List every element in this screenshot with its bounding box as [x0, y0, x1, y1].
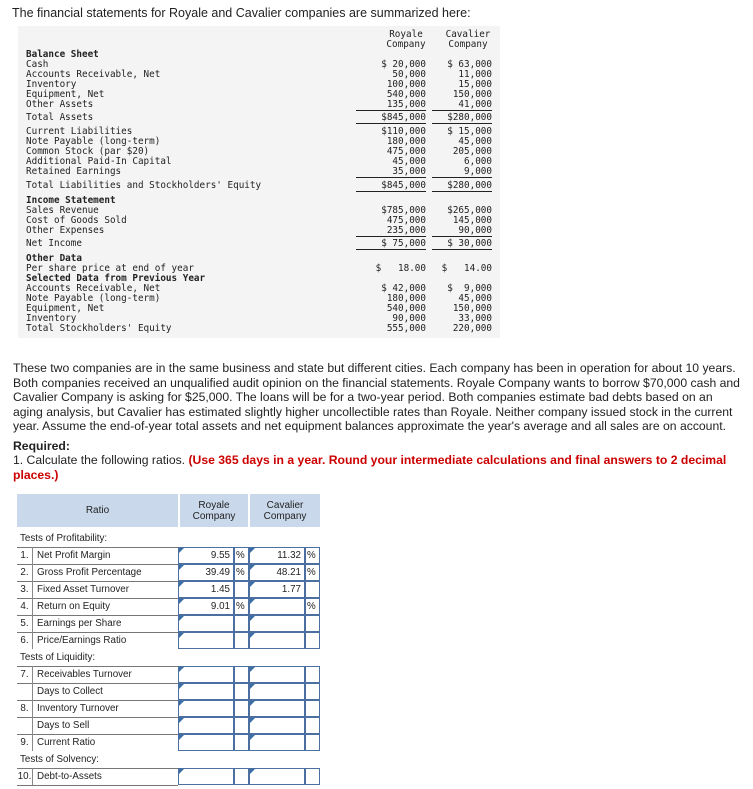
prev-tse-label: Total Stockholders' Equity [26, 323, 172, 334]
cavalier-unit-cell[interactable]: % [305, 564, 320, 581]
prev-equipment-royale: 540,000 [386, 303, 426, 314]
ratio-number: 9. [17, 734, 33, 751]
retained-earnings-cavalier: 9,000 [432, 167, 492, 178]
input-flag-icon [179, 565, 184, 570]
cogs-cavalier: 145,000 [452, 215, 492, 226]
cavalier-unit-cell[interactable] [305, 632, 320, 649]
royale-ratio-input[interactable] [178, 700, 234, 717]
royale-unit-cell[interactable] [234, 632, 249, 649]
royale-unit-cell[interactable] [234, 666, 249, 683]
royale-header-line2: Company [386, 39, 426, 50]
total-assets-royale: $845,000 [356, 113, 426, 124]
royale-unit-cell[interactable]: % [234, 547, 249, 564]
cogs-label: Cost of Goods Sold [26, 215, 127, 226]
required-text: 1. Calculate the following ratios. [13, 453, 186, 467]
input-flag-icon [250, 582, 255, 587]
cavalier-unit-cell[interactable] [305, 734, 320, 751]
cavalier-ratio-value: 11.32 [277, 550, 301, 561]
royale-unit-cell[interactable] [234, 768, 249, 785]
ratio-name: Receivables Turnover [37, 669, 132, 680]
note-payable-label: Note Payable (long-term) [26, 136, 161, 147]
royale-ratio-input[interactable] [178, 768, 234, 785]
share-price-cavalier: $ 14.00 [441, 263, 492, 274]
ratio-number [17, 717, 33, 734]
input-flag-icon [179, 769, 184, 774]
net-income-cavalier: $ 30,000 [432, 239, 492, 250]
share-price-label: Per share price at end of year [26, 263, 194, 274]
input-flag-icon [250, 565, 255, 570]
ratio-name: Current Ratio [37, 737, 96, 748]
net-income-royale: $ 75,000 [356, 239, 426, 250]
input-flag-icon [250, 548, 255, 553]
ratio-number: 3. [17, 581, 33, 598]
input-flag-icon [179, 684, 184, 689]
prev-inventory-cavalier: 33,000 [458, 313, 492, 324]
royale-column-header [376, 30, 436, 50]
cavalier-unit-cell[interactable] [305, 615, 320, 632]
royale-unit-cell[interactable]: % [234, 598, 249, 615]
cavalier-ratio-value: 48.21 [276, 567, 301, 578]
ar-royale: 50,000 [392, 69, 426, 80]
common-stock-royale: 475,000 [386, 146, 426, 157]
input-flag-icon [179, 582, 184, 587]
balance-sheet-heading: Balance Sheet [26, 49, 99, 60]
ratio-name: Days to Collect [37, 686, 103, 697]
ratio-number: 6. [17, 632, 33, 649]
tests-of-profitability-label: Tests of Profitability: [20, 533, 108, 544]
income-statement-heading: Income Statement [26, 195, 116, 206]
ratio-number: 2. [17, 564, 33, 581]
ratio-row [17, 598, 320, 615]
required-rounding-note: (Use 365 days in a year. Round your intermediate calculations and final answers to 2 decimal places.) [13, 453, 727, 482]
cavalier-column-header [438, 30, 498, 50]
cavalier-unit-cell[interactable] [305, 700, 320, 717]
input-flag-icon [250, 684, 255, 689]
cavalier-unit-cell[interactable] [305, 717, 320, 734]
royale-ratio-input[interactable] [178, 564, 234, 581]
royale-unit-cell[interactable] [234, 734, 249, 751]
tests-of-solvency-label: Tests of Solvency: [20, 754, 99, 765]
other-expenses-royale: 235,000 [356, 226, 426, 237]
inventory-cavalier: 15,000 [458, 79, 492, 90]
equipment-cavalier: 150,000 [452, 89, 492, 100]
ratio-name: Inventory Turnover [37, 703, 119, 714]
current-liabilities-cavalier: $ 15,000 [447, 126, 492, 137]
input-flag-icon [250, 718, 255, 723]
cavalier-company-header: Cavalier Company [250, 494, 320, 527]
common-stock-cavalier: 205,000 [452, 146, 492, 157]
net-income-label: Net Income [26, 238, 82, 249]
royale-unit-cell[interactable]: % [234, 564, 249, 581]
current-liabilities-label: Current Liabilities [26, 126, 133, 137]
prev-inventory-royale: 90,000 [392, 313, 426, 324]
total-le-label: Total Liabilities and Stockholders' Equity [26, 180, 262, 191]
required-heading: Required: [13, 439, 70, 453]
current-liabilities-royale: $110,000 [381, 126, 426, 137]
input-flag-icon [179, 718, 184, 723]
other-expenses-label: Other Expenses [26, 225, 105, 236]
apic-royale: 45,000 [392, 156, 426, 167]
royale-unit-cell[interactable] [234, 615, 249, 632]
ratio-name: Gross Profit Percentage [37, 567, 142, 578]
total-le-royale: $845,000 [356, 181, 426, 192]
cavalier-ratio-input[interactable] [249, 683, 305, 700]
royale-ratio-input[interactable] [178, 598, 234, 615]
input-flag-icon [250, 701, 255, 706]
input-flag-icon [250, 633, 255, 638]
cavalier-unit-cell[interactable] [305, 768, 320, 785]
cavalier-ratio-value: 1.77 [281, 584, 301, 595]
total-le-cavalier: $280,000 [432, 181, 492, 192]
royale-unit-cell[interactable] [234, 700, 249, 717]
ratio-row [17, 683, 320, 700]
other-assets-cavalier: 41,000 [432, 100, 492, 111]
cavalier-ratio-input[interactable] [249, 717, 305, 734]
other-data-heading: Other Data [26, 253, 82, 264]
ar-cavalier: 11,000 [458, 69, 492, 80]
royale-ratio-value: 1.45 [210, 584, 230, 595]
note-payable-royale: 180,000 [386, 136, 426, 147]
common-stock-label: Common Stock (par $20) [26, 146, 150, 157]
tests-of-profitability [17, 530, 320, 547]
tests-of-solvency [17, 751, 320, 768]
cogs-royale: 475,000 [386, 215, 426, 226]
prev-tse-cavalier: 220,000 [452, 323, 492, 334]
prev-note-royale: 180,000 [386, 293, 426, 304]
royale-unit-cell[interactable] [234, 581, 249, 598]
input-flag-icon [179, 667, 184, 672]
royale-ratio-input[interactable] [178, 683, 234, 700]
ratio-name: Fixed Asset Turnover [37, 584, 130, 595]
previous-year-heading: Selected Data from Previous Year [26, 273, 206, 284]
cavalier-header-line1: Cavalier [445, 29, 491, 40]
ratio-name: Debt-to-Assets [37, 771, 102, 782]
other-expenses-cavalier: 90,000 [432, 226, 492, 237]
ratio-number [17, 683, 33, 700]
cash-label: Cash [26, 59, 49, 70]
ratio-number: 5. [17, 615, 33, 632]
ratio-number: 7. [17, 666, 33, 683]
cavalier-ratio-input[interactable] [249, 666, 305, 683]
ratio-row [17, 700, 320, 717]
tests-of-liquidity-label: Tests of Liquidity: [20, 652, 96, 663]
ratio-row [17, 666, 320, 683]
other-assets-royale: 135,000 [356, 100, 426, 111]
ratio-number: 10. [17, 768, 33, 785]
ratio-row [17, 564, 320, 581]
input-flag-icon [179, 701, 184, 706]
prev-inventory-label: Inventory [26, 313, 77, 324]
input-flag-icon [250, 599, 255, 604]
ratio-row [17, 547, 320, 564]
cash-cavalier: $ 63,000 [447, 59, 492, 70]
input-flag-icon [179, 548, 184, 553]
input-flag-icon [179, 599, 184, 604]
input-flag-icon [250, 616, 255, 621]
royale-ratio-input[interactable] [178, 615, 234, 632]
cavalier-ratio-input[interactable] [249, 615, 305, 632]
cavalier-unit-cell[interactable] [305, 581, 320, 598]
cavalier-ratio-input[interactable] [249, 581, 305, 598]
ratio-number: 8. [17, 700, 33, 717]
apic-label: Additional Paid-In Capital [26, 156, 172, 167]
royale-unit-cell[interactable] [234, 717, 249, 734]
intro-text: The financial statements for Royale and Cavalier companies are summarized here: [12, 6, 471, 20]
cavalier-ratio-input[interactable] [249, 734, 305, 751]
prev-note-cavalier: 45,000 [458, 293, 492, 304]
input-flag-icon [179, 633, 184, 638]
inventory-label: Inventory [26, 79, 77, 90]
prev-note-label: Note Payable (long-term) [26, 293, 161, 304]
cavalier-ratio-input[interactable] [249, 768, 305, 785]
ratio-row [17, 717, 320, 734]
total-assets-label: Total Assets [26, 112, 94, 123]
ratio-row [17, 581, 320, 598]
royale-ratio-input[interactable] [178, 547, 234, 564]
share-price-royale: $ 18.00 [375, 263, 426, 274]
royale-ratio-input[interactable] [178, 734, 234, 751]
ratio-row [17, 768, 320, 785]
input-flag-icon [179, 735, 184, 740]
note-payable-cavalier: 45,000 [458, 136, 492, 147]
prev-ar-cavalier: $ 9,000 [447, 283, 492, 294]
equipment-label: Equipment, Net [26, 89, 105, 100]
cavalier-ratio-input[interactable] [249, 564, 305, 581]
royale-ratio-value: 9.55 [210, 550, 230, 561]
ratio-row [17, 615, 320, 632]
input-flag-icon [250, 735, 255, 740]
royale-unit-cell[interactable] [234, 683, 249, 700]
scenario-paragraph: These two companies are in the same business and state but different cities. Each company has been in operation for about 10 years. Both companies received an unqualified audit opinion on the financial statements. Royale Company wants to borrow $70,000 cash and Cavalier Company is asking for $25,000. The loans will be for a two-year period. Both companies estimate bad debts based on an aging analysis, but Cavalier has estimated slightly higher uncollectible rates than Royale. Neither company issued stock in the current year. Assume the end-of-year total assets and net equipment balances approximate the year's average and all sales are on account. [13, 361, 740, 433]
cash-royale: $ 20,000 [381, 59, 426, 70]
sales-label: Sales Revenue [26, 205, 99, 216]
royale-ratio-input[interactable] [178, 632, 234, 649]
other-assets-label: Other Assets [26, 99, 94, 110]
sales-cavalier: $265,000 [447, 205, 492, 216]
input-flag-icon [250, 667, 255, 672]
royale-header-line1: Royale [389, 29, 423, 40]
input-flag-icon [179, 616, 184, 621]
apic-cavalier: 6,000 [464, 156, 492, 167]
ratio-name: Days to Sell [37, 720, 90, 731]
ratio-name: Return on Equity [37, 601, 110, 612]
cavalier-unit-cell[interactable]: % [305, 598, 320, 615]
financial-statements [18, 26, 500, 338]
retained-earnings-label: Retained Earnings [26, 166, 122, 177]
cavalier-ratio-input[interactable] [249, 598, 305, 615]
cavalier-unit-cell[interactable] [305, 666, 320, 683]
prev-ar-royale: $ 42,000 [381, 283, 426, 294]
royale-ratio-input[interactable] [178, 717, 234, 734]
cavalier-unit-cell[interactable]: % [305, 547, 320, 564]
tests-of-liquidity [17, 649, 320, 666]
cavalier-ratio-input[interactable] [249, 547, 305, 564]
sales-royale: $785,000 [381, 205, 426, 216]
royale-ratio-input[interactable] [178, 581, 234, 598]
prev-equipment-label: Equipment, Net [26, 303, 105, 314]
prev-ar-label: Accounts Receivable, Net [26, 283, 161, 294]
total-assets-cavalier: $280,000 [432, 113, 492, 124]
required-instruction [13, 453, 743, 482]
ratio-name: Earnings per Share [37, 618, 122, 629]
row-divider [17, 785, 178, 786]
cavalier-header-line2: Company [448, 39, 488, 50]
ratio-number: 1. [17, 547, 33, 564]
ratio-row [17, 734, 320, 751]
ratio-name: Price/Earnings Ratio [37, 635, 127, 646]
equipment-royale: 540,000 [386, 89, 426, 100]
ratio-name: Net Profit Margin [37, 550, 111, 561]
royale-ratio-input[interactable] [178, 666, 234, 683]
ratio-row [17, 632, 320, 649]
royale-ratio-value: 9.01 [210, 601, 230, 612]
royale-ratio-value: 39.49 [205, 567, 230, 578]
prev-equipment-cavalier: 150,000 [452, 303, 492, 314]
cavalier-unit-cell[interactable] [305, 683, 320, 700]
ratio-table-header [17, 494, 320, 527]
ar-label: Accounts Receivable, Net [26, 69, 161, 80]
ratio-number: 4. [17, 598, 33, 615]
cavalier-ratio-input[interactable] [249, 632, 305, 649]
inventory-royale: 100,000 [386, 79, 426, 90]
cavalier-ratio-input[interactable] [249, 700, 305, 717]
prev-tse-royale: 555,000 [386, 323, 426, 334]
ratio-column-header: Ratio [17, 494, 178, 527]
input-flag-icon [250, 769, 255, 774]
retained-earnings-royale: 35,000 [356, 167, 426, 178]
royale-company-header: Royale Company [180, 494, 248, 527]
